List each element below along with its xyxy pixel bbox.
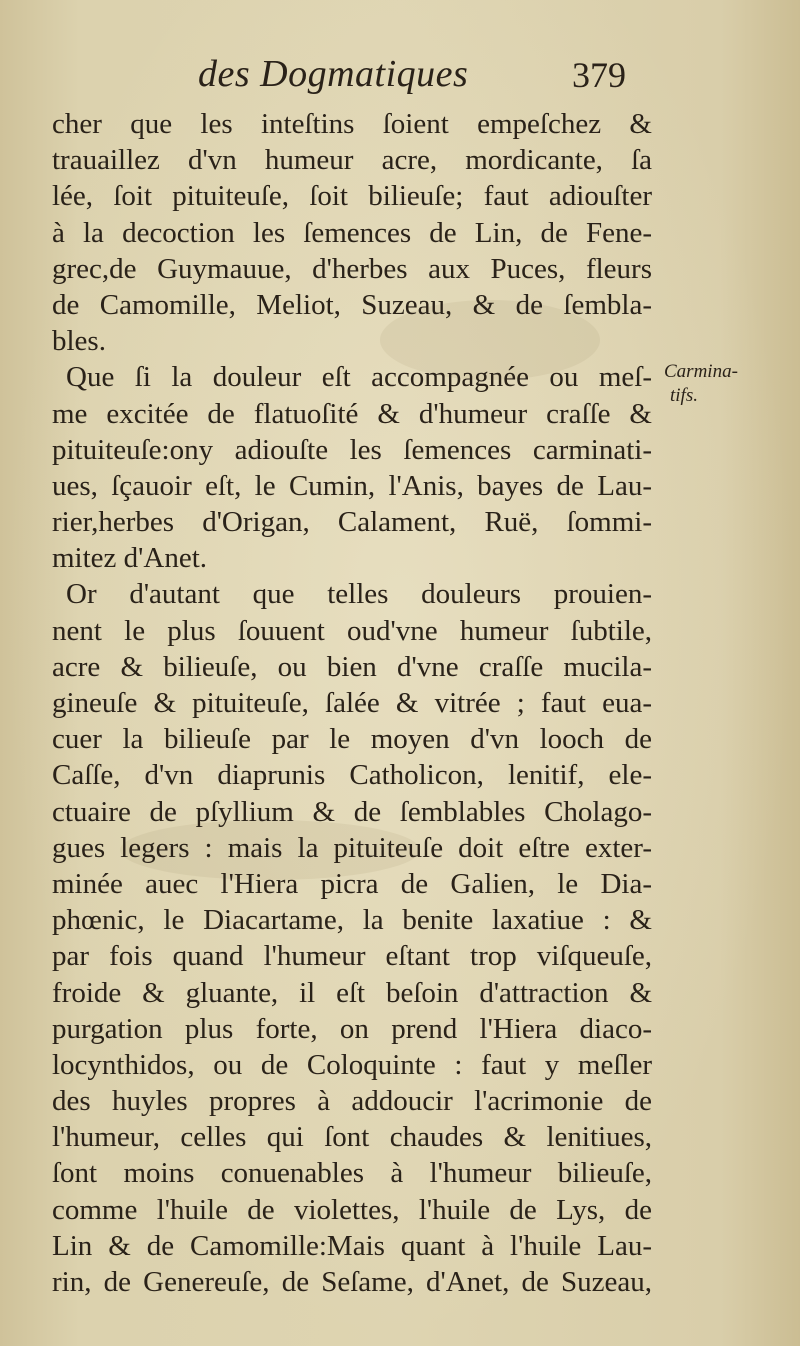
text-line: grec,de Guymauue, d'herbes aux Puces, fleurs [52,252,652,285]
text-line: Caſſe, d'vn diaprunis Catholicon, lenitif, ele- [52,759,652,792]
margin-note [664,360,784,408]
text-line: Or d'autant que telles douleurs prouien- [66,578,652,611]
text-line: cuer la bilieuſe par le moyen d'vn looch de [52,723,652,756]
text-line: ues, ſçauoir eſt, le Cumin, l'Anis, bayes de Lau- [52,469,652,502]
running-head: des Dogmatiques [198,53,469,95]
text-line: lée, ſoit pituiteuſe, ſoit bilieuſe; faut adiouſter [52,180,652,213]
text-line: phœnic, le Diacartame, la benite laxatiue : & [52,904,652,937]
text-line: cher que les inteſtins ſoient empeſchez & [52,108,652,140]
text-line: à la decoction les ſemences de Lin, de Fene- [52,216,652,249]
margin-note-line: tifs. [670,385,698,406]
text-line: Que ſi la douleur eſt accompagnée ou meſ- [66,361,652,394]
body-text [52,106,652,1300]
text-line: comme l'huile de violettes, l'huile de Lys, de [52,1193,652,1226]
text-line: gues legers : mais la pituiteuſe doit eſtre exter- [52,831,652,864]
margin-note-line: Carmina- [664,361,738,382]
text-line: de Camomille, Meliot, Suzeau, & de ſembla- [52,288,652,321]
text-line: trauaillez d'vn humeur acre, mordicante, ſa [52,144,652,177]
page-number: 379 [572,55,626,95]
text-line: minée auec l'Hiera picra de Galien, le Dia- [52,867,652,900]
text-line: nent le plus ſouuent oud'vne humeur ſubtile, [52,614,652,647]
text-line: purgation plus forte, on prend l'Hiera diaco- [52,1012,652,1045]
text-line: ctuaire de pſyllium & de ſemblables Cholago- [52,795,652,828]
text-line: acre & bilieuſe, ou bien d'vne craſſe mucila- [52,650,652,683]
text-line: pituiteuſe:ony adiouſte les ſemences carminati- [52,433,652,466]
text-line: mitez d'Anet. [52,542,208,575]
text-line: par fois quand l'humeur eſtant trop viſqueuſe, [52,940,652,973]
page-header [0,44,800,104]
text-line: des huyles propres à addoucir l'acrimonie de [52,1085,652,1118]
text-line: l'humeur, celles qui ſont chaudes & lenitiues, [52,1121,652,1154]
text-line: locynthidos, ou de Coloquinte : faut y meſler [52,1048,652,1081]
text-line: ſont moins conuenables à l'humeur bilieuſe, [52,1157,652,1190]
text-line: Lin & de Camomille:Mais quant à l'huile Lau- [52,1229,652,1262]
text-line: me excitée de flatuoſité & d'humeur craſſe & [52,397,652,430]
text-line: rin, de Genereuſe, de Seſame, d'Anet, de Suzeau, [52,1266,652,1298]
text-line: bles. [52,325,106,358]
text-line: froide & gluante, il eſt beſoin d'attraction & [52,976,652,1009]
text-line: rier,herbes d'Origan, Calament, Ruë, ſommi- [52,506,652,539]
text-line: gineuſe & pituiteuſe, ſalée & vitrée ; faut eua- [52,687,652,719]
